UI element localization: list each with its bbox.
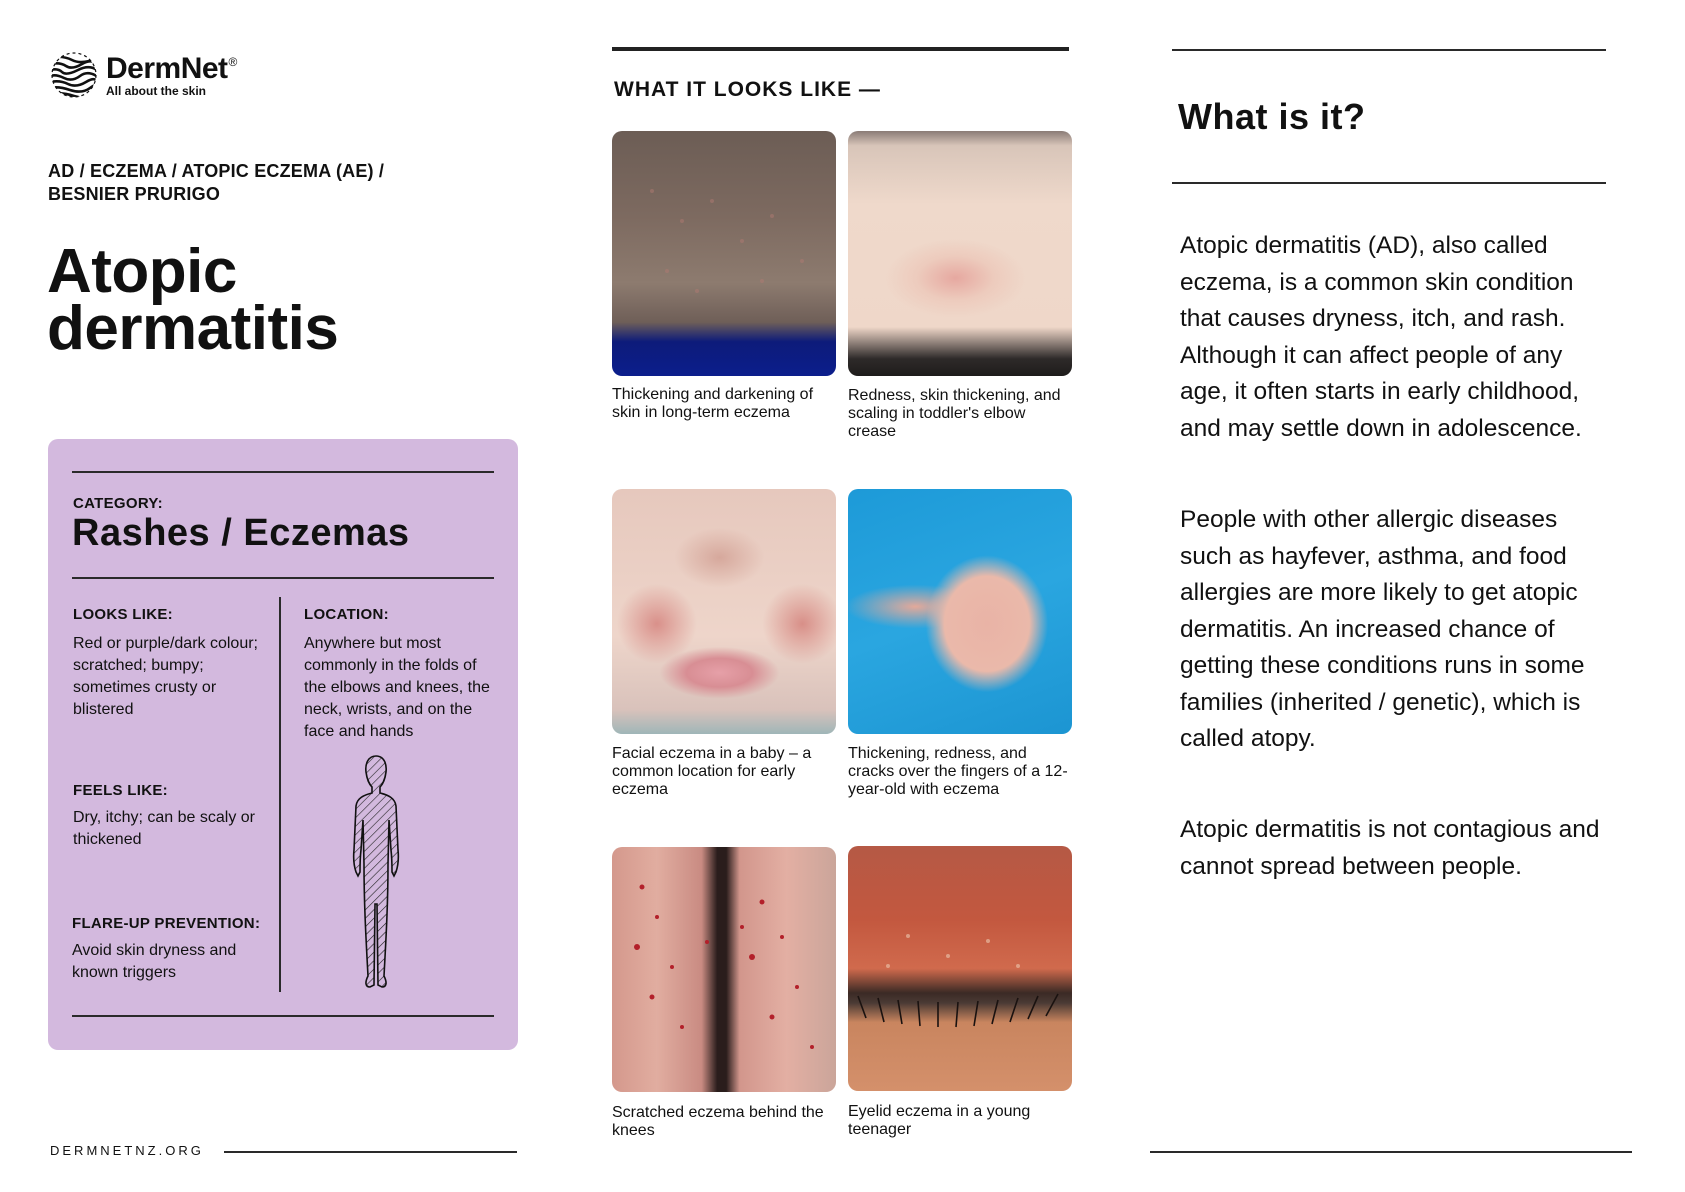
site-url[interactable]: DERMNETNZ.ORG [50,1143,204,1158]
card-top-rule [72,471,494,473]
gallery-top-rule [612,47,1069,51]
caption-face: Facial eczema in a baby – a common location for early eczema [612,745,812,798]
card-mid-rule [72,577,494,579]
caption-elbow: Redness, skin thickening, and scaling in toddler's elbow crease [848,387,1061,440]
photo-texture [612,131,836,376]
brand-name: DermNet® [106,51,237,85]
category-value: Rashes / Eczemas [72,512,410,554]
info-card [48,439,518,1050]
about-top-rule [1172,49,1606,51]
prevention-text: Avoid skin dryness and known triggers [72,942,237,981]
about-paragraph-1: Atopic dermatitis (AD), also called eczema, is a common skin condition that causes dryness, itch, and rash. Although it can affect people of any age, it often starts in early childhood, and may settle down in adolescence. [1180,232,1582,442]
page-title [47,237,339,363]
dermnet-logo[interactable] [48,50,237,100]
feels-like-text: Dry, itchy; can be scaly or thickened [73,809,255,848]
location-text: Anywhere but most commonly in the folds of the elbows and knees, the neck, wrists, and on the face and hands [304,635,490,740]
photo-arm-eczema[interactable] [612,131,836,376]
title-line-2: dermatitis [47,294,339,363]
brand-tagline: All about the skin [106,83,207,98]
about-heading-rule [1172,182,1606,184]
caption-hand: Thickening, redness, and cracks over the fingers of a 12-year-old with eczema [848,745,1068,798]
caption-arm: Thickening and darkening of skin in long-term eczema [612,386,814,421]
breadcrumb: AD / ECZEMA / ATOPIC ECZEMA (AE) / BESNIER PRURIGO [48,161,385,204]
card-column-divider [279,597,281,992]
about-heading: What is it? [1178,96,1366,137]
about-paragraph-3: Atopic dermatitis is not contagious and cannot spread between people. [1180,816,1600,880]
title-line-1: Atopic [47,237,237,306]
category-label: CATEGORY: [73,495,163,512]
caption-knees: Scratched eczema behind the knees [612,1104,824,1139]
photo-knees-eczema[interactable] [612,847,836,1092]
photo-hand-eczema[interactable] [848,489,1072,734]
prevention-label: FLARE-UP PREVENTION: [72,915,261,932]
looks-like-label: LOOKS LIKE: [73,606,173,623]
photo-elbow-eczema[interactable] [848,131,1072,376]
card-bottom-rule [72,1015,494,1017]
location-label: LOCATION: [304,606,389,623]
about-paragraph-2: People with other allergic diseases such as hayfever, asthma, and food allergies are more likely to get atopic dermatitis. An increased chance of getting these conditions runs in some families (inherited / genetic), which is called atopy. [1180,506,1585,752]
photo-texture [848,846,1072,1091]
photo-face-eczema[interactable] [612,489,836,734]
photo-texture [612,847,836,1092]
globe-logo-icon [48,50,100,100]
footer-rule-right [1150,1151,1632,1153]
body-figure-icon [351,754,401,994]
caption-eyelid: Eyelid eczema in a young teenager [848,1103,1031,1138]
looks-like-text: Red or purple/dark colour; scratched; bumpy; sometimes crusty or blistered [73,635,258,718]
photo-eyelid-eczema[interactable] [848,846,1072,1091]
feels-like-label: FEELS LIKE: [73,782,168,799]
gallery-heading: WHAT IT LOOKS LIKE — [614,78,881,101]
footer-rule-left [224,1151,517,1153]
